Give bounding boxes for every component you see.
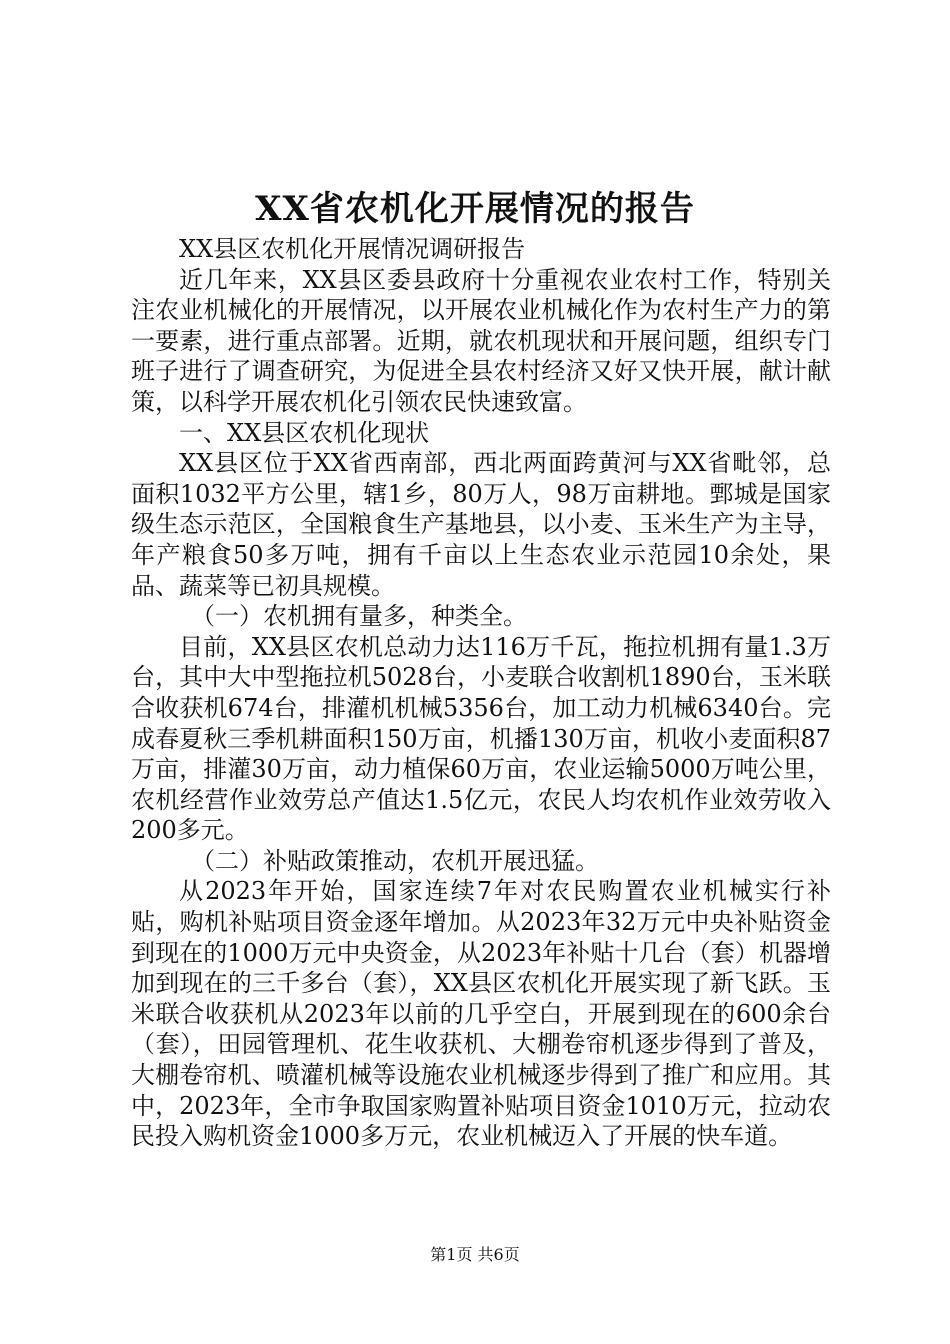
- overview-paragraph: XX县区位于XX省西南部，西北两面跨黄河与XX省毗邻，总面积1032平方公里，辖1乡，80万人，98万亩耕地。鄄城是国家级生态示范区，全国粮食生产基地县，以小麦、玉米生产为主导，年产粮食50多万吨，拥有千亩以上生态农业示范园10余处，果品、蔬菜等已初具规模。: [131, 449, 831, 600]
- subsidy-paragraph: 从2023年开始，国家连续7年对农民购置农业机械实行补贴，购机补贴项目资金逐年增加。从2023年32万元中央补贴资金到现在的1000万元中央资金，从2023年补贴十几台（套）机器增加到现在的三千多台（套），XX县区农机化开展实现了新飞跃。玉米联合收获机从2023年以前的几乎空白，开展到现在的600余台（套），田园管理机、花生收获机、大棚卷帘机逐步得到了普及，大棚卷帘机、喷灌机械等设施农业机械逐步得到了推广和应用。其中，2023年，全市争取国家购置补贴项目资金1010万元，拉动农民投入购机资金1000多万元，农业机械迈入了开展的快车道。: [131, 877, 831, 1151]
- document-body: [131, 234, 831, 1152]
- subsection-heading: （一）农机拥有量多，种类全。: [191, 602, 527, 631]
- page-footer: 第1页 共6页: [430, 1245, 520, 1264]
- subsection-heading: （二）补贴政策推动，农机开展迅猛。: [191, 846, 599, 875]
- machinery-paragraph: 目前，XX县区农机总动力达116万千瓦，拖拉机拥有量1.3万台，其中大中型拖拉机5028台，小麦联合收割机1890台，玉米联合收获机674台，排灌机机械5356台，加工动力机械6340台。完成春夏秋三季机耕面积150万亩，机播130万亩，机收小麦面积87万亩，排灌30万亩，动力植保60万亩，农业运输5000万吨公里，农机经营作业效劳总产值达1.5亿元，农民人均农机作业效劳收入200多元。: [131, 632, 831, 845]
- subtitle-paragraph: XX县区农机化开展情况调研报告: [179, 235, 526, 263]
- section-heading: 一、XX县区农机化现状: [179, 418, 430, 447]
- page-title: XX省农机化开展情况的报告: [255, 189, 695, 229]
- intro-paragraph: 近几年来，XX县区委县政府十分重视农业农村工作，特别关注农业机械化的开展情况，以开展农业机械化作为农村生产力的第一要素，进行重点部署。近期，就农机现状和开展问题，组织专门班子进行了调查研究，为促进全县农村经济又好又快开展，献计献策，以科学开展农机化引领农民快速致富。: [131, 265, 831, 416]
